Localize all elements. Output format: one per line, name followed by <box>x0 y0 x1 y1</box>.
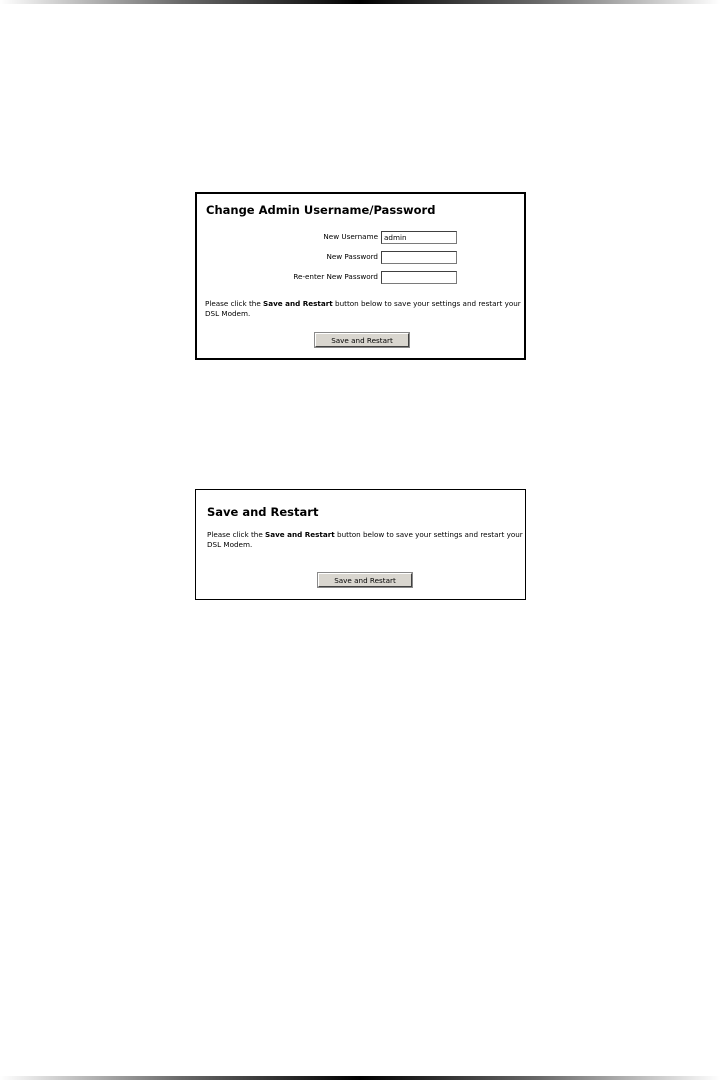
reenter-password-label: Re-enter New Password <box>293 272 378 281</box>
instruction-prefix: Please click the <box>207 530 266 539</box>
new-password-row <box>197 251 528 264</box>
footer-decorative-rule <box>0 1076 720 1080</box>
reenter-password-input[interactable] <box>381 271 457 284</box>
save-restart-panel <box>195 489 526 600</box>
change-admin-panel <box>195 192 526 360</box>
instruction-emphasis: Save and Restart <box>265 530 335 539</box>
save-and-restart-button[interactable]: Save and Restart <box>318 573 412 587</box>
instruction-suffix: button below to save your settings and restart your DSL Modem. <box>205 299 521 318</box>
new-username-input[interactable] <box>381 231 457 244</box>
panel-title: Save and Restart <box>207 505 319 519</box>
new-username-row <box>197 231 528 244</box>
header-decorative-rule <box>0 0 720 4</box>
instruction-suffix: button below to save your settings and restart your DSL Modem. <box>207 530 523 549</box>
instruction-emphasis: Save and Restart <box>263 299 333 308</box>
instruction-text <box>205 299 523 319</box>
save-and-restart-button[interactable]: Save and Restart <box>315 333 409 347</box>
new-password-label: New Password <box>326 252 378 261</box>
new-username-label: New Username <box>323 232 378 241</box>
instruction-prefix: Please click the <box>205 299 264 308</box>
reenter-password-row <box>197 271 528 284</box>
instruction-text <box>207 530 525 550</box>
new-password-input[interactable] <box>381 251 457 264</box>
panel-title: Change Admin Username/Password <box>206 203 436 217</box>
